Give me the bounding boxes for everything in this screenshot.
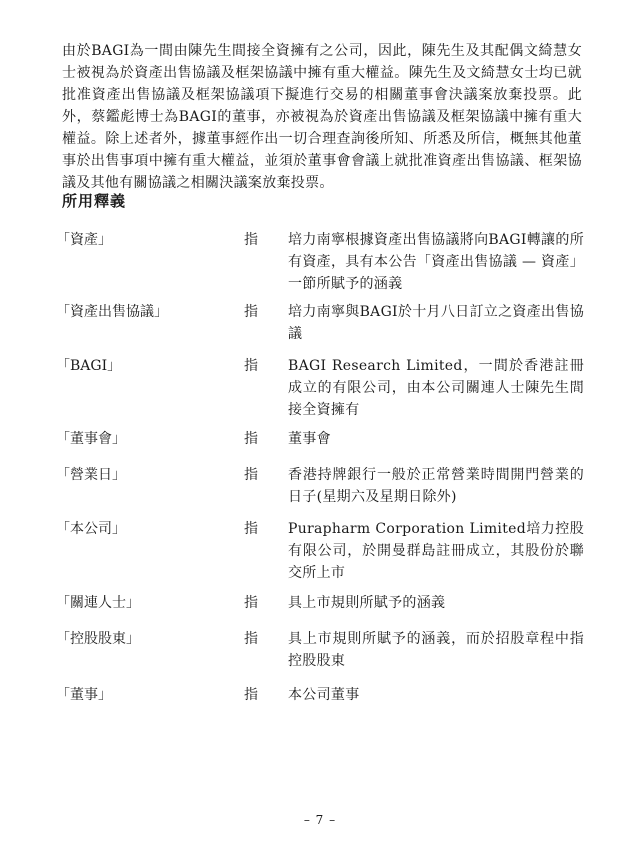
definition-term: 「董事」	[56, 687, 112, 703]
definitions-heading: 所用釋義	[62, 192, 127, 210]
definition-term: 「資產出售協議」	[56, 304, 168, 320]
means-label: 指	[244, 687, 258, 703]
means-label: 指	[244, 467, 258, 483]
means-label: 指	[244, 431, 258, 447]
definition-description: 培力南寧根據資產出售協議將向BAGI轉讓的所有資產，具有本公告「資產出售協議 — 資產」一節所賦予的涵義	[288, 232, 584, 292]
definition-term: 「營業日」	[56, 467, 126, 483]
definition-term: 「控股股東」	[56, 631, 140, 647]
definition-description: 培力南寧與BAGI於十月八日訂立之資產出售協議	[288, 304, 584, 342]
means-label: 指	[244, 232, 258, 248]
means-label: 指	[244, 595, 258, 611]
definition-description: 香港持牌銀行一般於正常營業時間開門營業的日子(星期六及星期日除外)	[288, 467, 584, 505]
definition-term: 「董事會」	[56, 431, 126, 447]
page-number: – 7 –	[303, 813, 337, 827]
means-label: 指	[244, 521, 258, 537]
definition-term: 「本公司」	[56, 521, 126, 537]
definition-term: 「BAGI」	[56, 358, 122, 374]
intro-paragraph: 由於BAGI為一間由陳先生間接全資擁有之公司，因此，陳先生及其配偶文綺慧女士被視為於資產出售協議及框架協議中擁有重大權益。陳先生及文綺慧女士均已就批准資產出售協議及框架協議項下擬進行交易的相關董事會決議案放棄投票。此外，蔡鑑彪博士為BAGI的董事，亦被視為於資產出售協議及框架協議中擁有重大權益。除上述者外，據董事經作出一切合理查詢後所知、所悉及所信，概無其他董事於出售事項中擁有重大權益，並須於董事會會議上就批准資產出售協議、框架協議及其他有關協議之相關決議案放棄投票。	[62, 43, 582, 191]
definition-description: 董事會	[288, 431, 331, 447]
means-label: 指	[244, 304, 258, 320]
definition-description: Purapharm Corporation Limited培力控股有限公司，於開曼群島註冊成立，其股份於聯交所上市	[288, 521, 584, 581]
definition-term: 「關連人士」	[56, 595, 140, 611]
definition-description: 具上市規則所賦予的涵義	[288, 595, 446, 611]
definition-term: 「資產」	[56, 232, 112, 248]
definition-description: BAGI Research Limited，一間於香港註冊成立的有限公司，由本公司關連人士陳先生間接全資擁有	[288, 358, 584, 418]
definition-description: 具上市規則所賦予的涵義，而於招股章程中指控股股東	[288, 631, 584, 669]
definition-description: 本公司董事	[288, 687, 360, 703]
means-label: 指	[244, 631, 258, 647]
means-label: 指	[244, 358, 258, 374]
